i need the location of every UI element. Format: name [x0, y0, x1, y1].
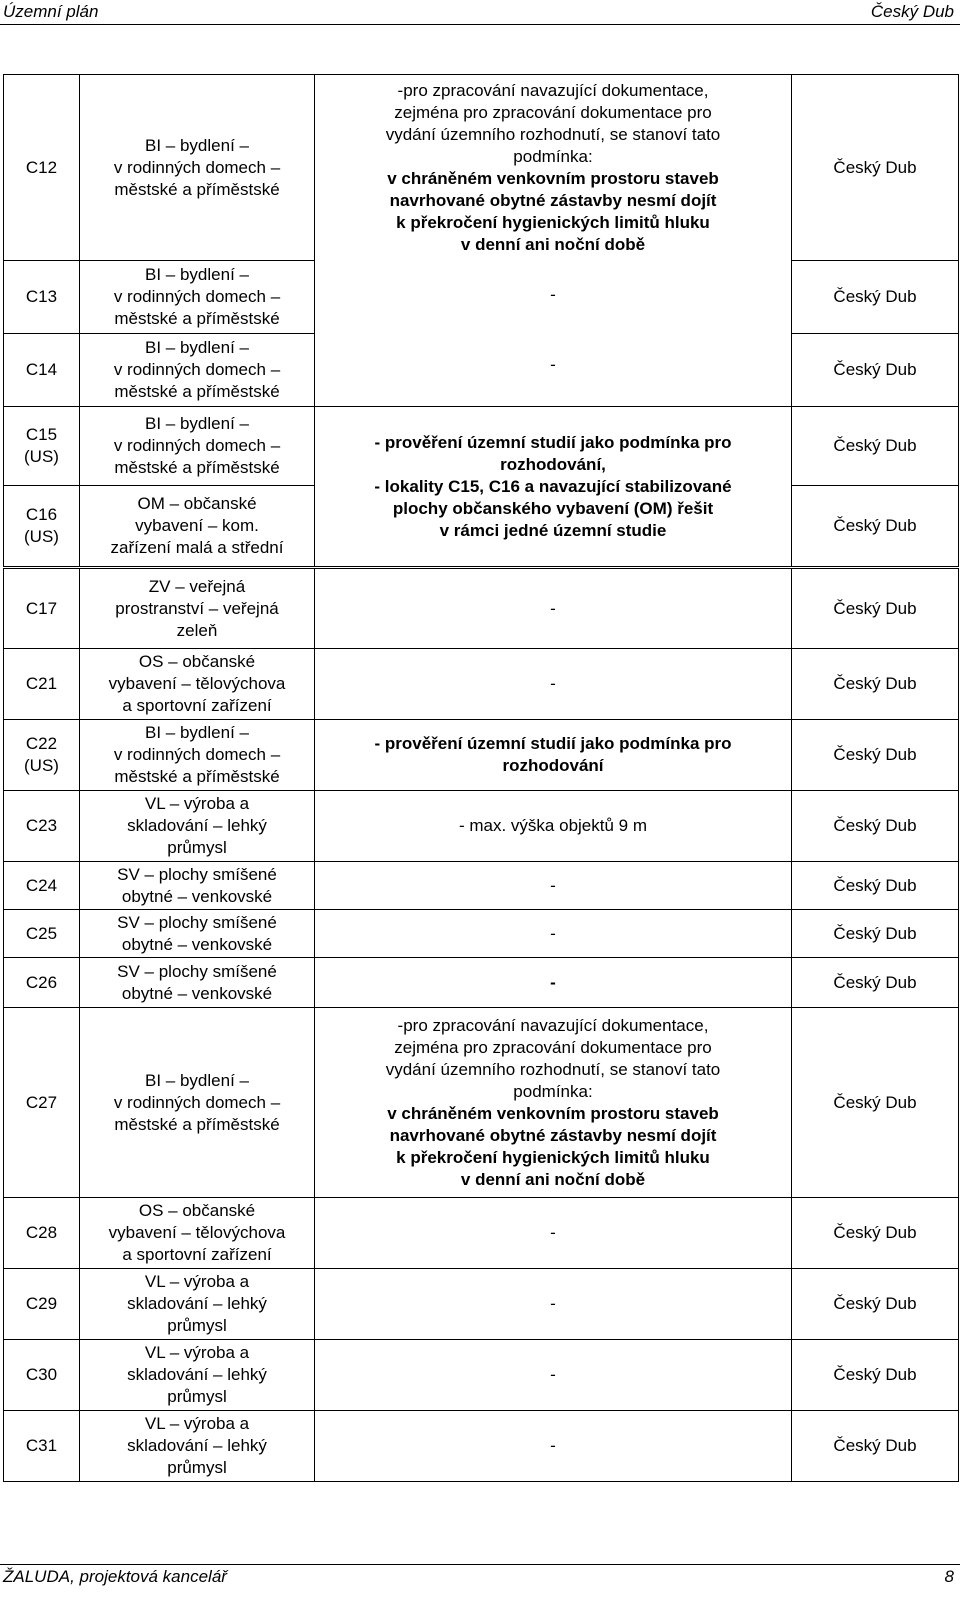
condition-cell: - — [315, 1198, 792, 1269]
municipality-cell: Český Dub — [792, 486, 959, 567]
condition-cell: - max. výška objektů 9 m — [315, 791, 792, 862]
municipality-cell: Český Dub — [792, 910, 959, 958]
condition-cell: - — [315, 569, 792, 649]
locality-code: C17 — [4, 569, 80, 649]
land-use-cell: VL – výroba a skladování – lehký průmysl — [80, 1411, 315, 1482]
table-row — [4, 75, 959, 261]
municipality-cell: Český Dub — [792, 1340, 959, 1411]
footer-company: ŽALUDA, projektová kancelář — [3, 1567, 227, 1586]
table-row — [4, 791, 959, 862]
municipality-cell: Český Dub — [792, 649, 959, 720]
land-use-cell: VL – výroba a skladování – lehký průmysl — [80, 1340, 315, 1411]
header-divider — [0, 24, 960, 25]
table-row — [4, 1269, 959, 1340]
municipality-cell: Český Dub — [792, 1198, 959, 1269]
land-use-cell: VL – výroba a skladování – lehký průmysl — [80, 791, 315, 862]
table-row — [4, 407, 959, 486]
municipality-cell: Český Dub — [792, 1411, 959, 1482]
land-use-cell: BI – bydlení – v rodinných domech – městské a příměstské — [80, 1008, 315, 1198]
table-row — [4, 910, 959, 958]
land-use-cell: BI – bydlení – v rodinných domech – městské a příměstské — [80, 407, 315, 486]
locality-code: C14 — [4, 334, 80, 407]
municipality-cell: Český Dub — [792, 958, 959, 1008]
table-row — [4, 720, 959, 791]
land-use-cell: BI – bydlení – v rodinných domech – městské a příměstské — [80, 334, 315, 407]
table-row — [4, 862, 959, 910]
condition-cell — [315, 75, 792, 407]
municipality-cell: Český Dub — [792, 1008, 959, 1198]
study-condition: - prověření územní studií jako podmínka pro rozhodování — [374, 734, 732, 775]
table-row — [4, 1411, 959, 1482]
municipality-cell: Český Dub — [792, 720, 959, 791]
land-use-cell: OS – občanské vybavení – tělovýchova a sportovní zařízení — [80, 1198, 315, 1269]
condition-cell: - — [315, 649, 792, 720]
locality-code: C25 — [4, 910, 80, 958]
land-use-cell: BI – bydlení – v rodinných domech – městské a příměstské — [80, 261, 315, 334]
land-use-cell: VL – výroba a skladování – lehký průmysl — [80, 1269, 315, 1340]
municipality-cell: Český Dub — [792, 75, 959, 261]
locality-code: C28 — [4, 1198, 80, 1269]
header-doc-title: Územní plán — [3, 2, 99, 21]
table-row — [4, 649, 959, 720]
municipality-cell: Český Dub — [792, 261, 959, 334]
noise-condition: -pro zpracování navazující dokumentace, zejména pro zpracování dokumentace pro vydání územního rozhodnutí, se stanoví tato podmínka: v chráněném venkovním prostoru staveb navrhované obytné zástavby nesmí dojít k překročení hygienických limitů hluku v denní ani noční době — [385, 80, 721, 254]
condition-cell: - — [315, 1269, 792, 1340]
condition-cell: - — [315, 862, 792, 910]
table-row — [4, 1340, 959, 1411]
locality-code: C16 (US) — [4, 486, 80, 567]
locality-code: C26 — [4, 958, 80, 1008]
condition-cell — [315, 720, 792, 791]
table-row — [4, 569, 959, 649]
locality-code: C21 — [4, 649, 80, 720]
table-row — [4, 1008, 959, 1198]
locality-code: C24 — [4, 862, 80, 910]
locality-table-2 — [3, 568, 959, 1482]
locality-code: C30 — [4, 1340, 80, 1411]
study-condition: - prověření územní studií jako podmínka pro rozhodování, - lokality C15, C16 a navazující stabilizované plochy občanského vybavení (OM) řešit v rámci jedné územní studie — [374, 432, 732, 540]
municipality-cell: Český Dub — [792, 791, 959, 862]
footer-divider — [0, 1564, 960, 1565]
condition-cell: - — [315, 958, 792, 1008]
locality-code: C12 — [4, 75, 80, 261]
header-town: Český Dub — [870, 2, 954, 21]
municipality-cell: Český Dub — [792, 407, 959, 486]
condition-cell: - — [315, 1411, 792, 1482]
land-use-cell: BI – bydlení – v rodinných domech – městské a příměstské — [80, 75, 315, 261]
locality-code: C29 — [4, 1269, 80, 1340]
table-row — [4, 1198, 959, 1269]
land-use-cell: OM – občanské vybavení – kom. zařízení malá a střední — [80, 486, 315, 567]
land-use-cell: BI – bydlení – v rodinných domech – městské a příměstské — [80, 720, 315, 791]
noise-condition: -pro zpracování navazující dokumentace, zejména pro zpracování dokumentace pro vydání územního rozhodnutí, se stanoví tato podmínka: v chráněném venkovním prostoru staveb navrhované obytné zástavby nesmí dojít k překročení hygienických limitů hluku v denní ani noční době — [385, 1015, 721, 1189]
municipality-cell: Český Dub — [792, 334, 959, 407]
condition-cell — [315, 407, 792, 567]
condition-cell — [315, 1008, 792, 1198]
condition-cell: - — [315, 1340, 792, 1411]
locality-code: C23 — [4, 791, 80, 862]
municipality-cell: Český Dub — [792, 569, 959, 649]
locality-code: C15 (US) — [4, 407, 80, 486]
locality-code: C13 — [4, 261, 80, 334]
condition-none: - — [550, 285, 556, 304]
table-row — [4, 958, 959, 1008]
land-use-cell: SV – plochy smíšené obytné – venkovské — [80, 910, 315, 958]
land-use-cell: ZV – veřejná prostranství – veřejná zeleň — [80, 569, 315, 649]
land-use-cell: SV – plochy smíšené obytné – venkovské — [80, 958, 315, 1008]
condition-none: - — [550, 355, 556, 374]
land-use-cell: OS – občanské vybavení – tělovýchova a sportovní zařízení — [80, 649, 315, 720]
land-use-cell: SV – plochy smíšené obytné – venkovské — [80, 862, 315, 910]
locality-code: C31 — [4, 1411, 80, 1482]
condition-cell: - — [315, 910, 792, 958]
locality-code: C27 — [4, 1008, 80, 1198]
municipality-cell: Český Dub — [792, 1269, 959, 1340]
locality-code: C22 (US) — [4, 720, 80, 791]
municipality-cell: Český Dub — [792, 862, 959, 910]
page-number: 8 — [944, 1567, 954, 1586]
locality-table-1 — [3, 74, 959, 567]
